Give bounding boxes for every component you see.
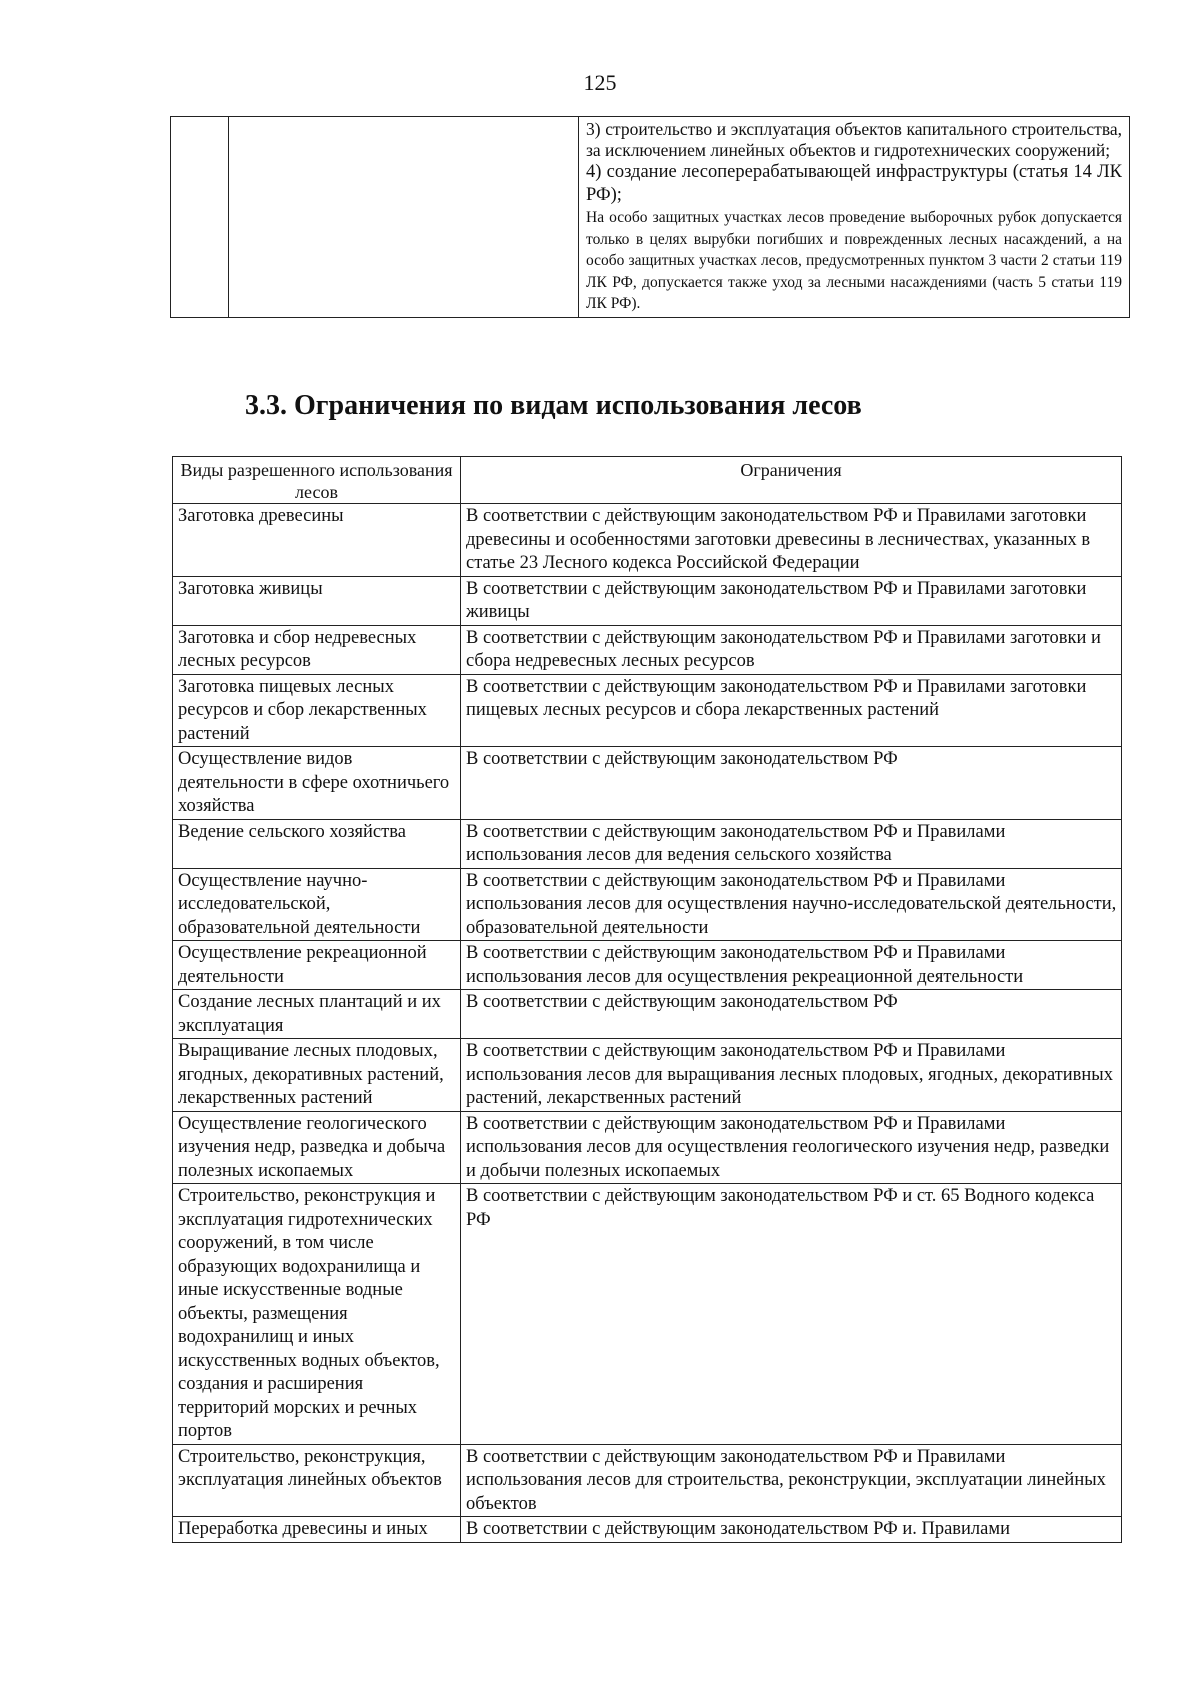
- page-number: 125: [583, 70, 617, 95]
- cell-restriction: В соответствии с действующим законодательством РФ и Правилами использования лесов для выращивания лесных плодовых, ягодных, декоративных растений, лекарственных растений: [461, 1039, 1122, 1112]
- restrictions-table: [172, 456, 1122, 1543]
- cell-kind: Осуществление рекреационной деятельности: [173, 941, 461, 990]
- cell-restriction: В соответствии с действующим законодательством РФ: [461, 990, 1122, 1039]
- table-row: [173, 1517, 1122, 1543]
- cell-kind: Осуществление научно-исследовательской, образовательной деятельности: [173, 868, 461, 941]
- cell-kind: Строительство, реконструкция и эксплуатация гидротехнических сооружений, в том числе образующих водохранилища и иные искусственные водные объекты, размещения водохранилищ и иных искусственных водных объектов, создания и расширения территорий морских и речных портов: [173, 1184, 461, 1445]
- restrictions-body: [173, 504, 1122, 1543]
- cell-kind: Выращивание лесных плодовых, ягодных, декоративных растений, лекарственных растений: [173, 1039, 461, 1112]
- table-row: [173, 868, 1122, 941]
- cell-restriction: В соответствии с действующим законодательством РФ и Правилами использования лесов для строительства, реконструкции, эксплуатации линейных объектов: [461, 1444, 1122, 1517]
- cell-kind: Заготовка и сбор недревесных лесных ресурсов: [173, 625, 461, 674]
- cell-restriction: В соответствии с действующим законодательством РФ и Правилами заготовки древесины и особенностями заготовки древесины в лесничествах, указанных в статье 23 Лесного кодекса Российской Федерации: [461, 504, 1122, 577]
- table-cell: [579, 117, 1130, 318]
- cell-kind: Переработка древесины и иных: [173, 1517, 461, 1543]
- table-row: [173, 941, 1122, 990]
- cell-restriction: В соответствии с действующим законодательством РФ и Правилами использования лесов для осуществления геологического изучения недр, разведки и добычи полезных ископаемых: [461, 1111, 1122, 1184]
- table-row: [171, 117, 1130, 318]
- table-row: [173, 1111, 1122, 1184]
- cell-kind: Заготовка древесины: [173, 504, 461, 577]
- section-heading: 3.3. Ограничения по видам использования лесов: [245, 390, 862, 421]
- table-row: [173, 674, 1122, 747]
- cell-kind: Осуществление видов деятельности в сфере охотничьего хозяйства: [173, 747, 461, 820]
- table-row: [173, 747, 1122, 820]
- cell-kind: Заготовка живицы: [173, 576, 461, 625]
- table-row: [173, 576, 1122, 625]
- table-cell: [171, 117, 229, 318]
- table-row: [173, 1444, 1122, 1517]
- cell-kind: Заготовка пищевых лесных ресурсов и сбор лекарственных растений: [173, 674, 461, 747]
- table-row: [173, 819, 1122, 868]
- cell-restriction: В соответствии с действующим законодательством РФ и Правилами использования лесов для осуществления рекреационной деятельности: [461, 941, 1122, 990]
- table-row: [173, 990, 1122, 1039]
- list-item: 3) строительство и эксплуатация объектов капитального строительства, за исключением линейных объектов и гидротехнических сооружений;: [586, 119, 1122, 160]
- cell-kind: Строительство, реконструкция, эксплуатация линейных объектов: [173, 1444, 461, 1517]
- cell-restriction: В соответствии с действующим законодательством РФ и Правилами использования лесов для осуществления научно-исследовательской деятельности, образовательной деятельности: [461, 868, 1122, 941]
- table-cell: [229, 117, 579, 318]
- table-row: [173, 1184, 1122, 1445]
- cell-restriction: В соответствии с действующим законодательством РФ и ст. 65 Водного кодекса РФ: [461, 1184, 1122, 1445]
- cell-restriction: В соответствии с действующим законодательством РФ: [461, 747, 1122, 820]
- cell-restriction: В соответствии с действующим законодательством РФ и Правилами заготовки живицы: [461, 576, 1122, 625]
- column-header-kind: Виды разрешенного использования лесов: [173, 457, 461, 504]
- cell-kind: Ведение сельского хозяйства: [173, 819, 461, 868]
- continuation-table: [170, 116, 1130, 318]
- table-row: [173, 625, 1122, 674]
- list-item: 4) создание лесоперерабатывающей инфраструктуры (статья 14 ЛК РФ);: [586, 162, 1122, 205]
- column-header-restriction: Ограничения: [461, 457, 1122, 504]
- cell-restriction: В соответствии с действующим законодательством РФ и. Правилами: [461, 1517, 1122, 1543]
- table-row: [173, 504, 1122, 577]
- cell-restriction: В соответствии с действующим законодательством РФ и Правилами использования лесов для ведения сельского хозяйства: [461, 819, 1122, 868]
- table-row: [173, 1039, 1122, 1112]
- cell-kind: Создание лесных плантаций и их эксплуатация: [173, 990, 461, 1039]
- cell-kind: Осуществление геологического изучения недр, разведка и добыча полезных ископаемых: [173, 1111, 461, 1184]
- cell-restriction: В соответствии с действующим законодательством РФ и Правилами заготовки пищевых лесных ресурсов и сбора лекарственных растений: [461, 674, 1122, 747]
- table-header-row: [173, 457, 1122, 504]
- note-text: На особо защитных участках лесов проведение выборочных рубок допускается только в целях вырубки погибших и поврежденных лесных насаждений, а на особо защитных участках лесов, предусмотренных пунктом 3 части 2 статьи 119 ЛК РФ, допускается также уход за лесными насаждениями (часть 5 статьи 119 ЛК РФ).: [586, 209, 1122, 312]
- cell-restriction: В соответствии с действующим законодательством РФ и Правилами заготовки и сбора недревесных лесных ресурсов: [461, 625, 1122, 674]
